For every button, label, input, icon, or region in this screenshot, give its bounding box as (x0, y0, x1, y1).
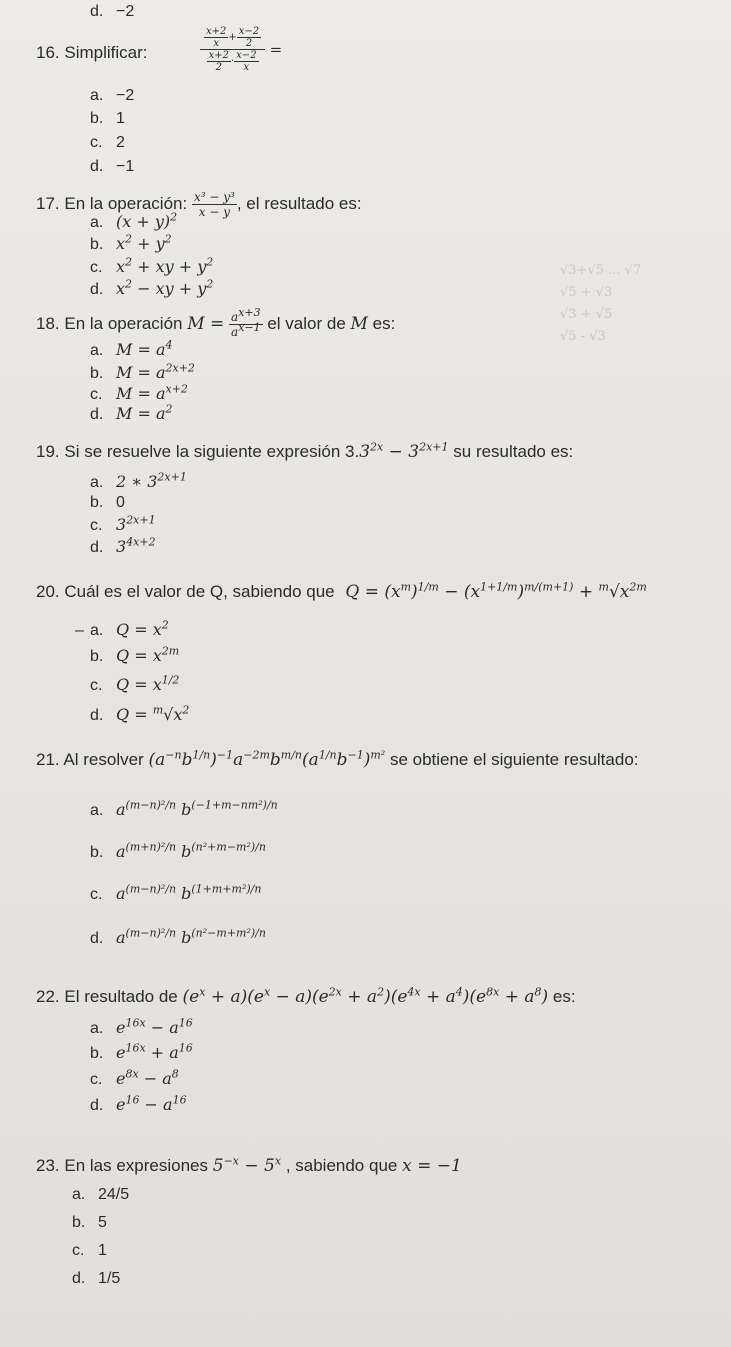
q20-expression: $Q = (x^m)^{1/m} - (x^{1+1/m})^{m/(m+1)} + ^m√x^{2m}$ (345, 580, 647, 602)
q17-title: 17. En la operación: $\frac{\text{x³ − y³}}{x - y}$ , el resultado es: (36, 190, 362, 219)
q16-title: 16. Simplificar: (36, 43, 148, 62)
q17-option-d[interactable]: d. $x^2$ − xy + $y^2$ (90, 277, 214, 298)
q20-option-a[interactable]: – a. $Q = x^2$ (75, 618, 169, 639)
q23-option-d[interactable]: d. 1/5 (72, 1270, 121, 1287)
q23-option-a[interactable]: a. 24/5 (72, 1186, 130, 1203)
q19-option-b[interactable]: b. 0 (90, 494, 125, 511)
q17-option-c[interactable]: c. $x^2$ + xy + $y^2$ (90, 255, 214, 276)
q20-option-b[interactable]: b. $Q = x^{2m}$ (90, 644, 180, 665)
q20-option-c[interactable]: c. $Q = x^{1/2}$ (90, 673, 180, 694)
q16-expression: $\frac{x+2}{x}$ + $\frac{x-2}{2}$ $\frac{x+2}{2}$ · $\frac{x-2}{x}$ = (200, 26, 282, 73)
q23-condition: x = −1 (402, 1156, 462, 1176)
q19-option-a[interactable]: a. 2 ∗ $3^{2x+1}$ (90, 470, 187, 491)
q22-title: 22. El resultado de $(e^x + a)(e^x - a)(e^{2x} + a^2)(e^{4x} + a^4)(e^{8x} + a^8)$ es: (36, 985, 576, 1007)
bleed-through-marks: √3+√5 ... √7 √5 + √3 √3 + √5 √5 - √3 (560, 263, 642, 344)
q22-option-b[interactable]: b. $e^{16x} + a^{16}$ (90, 1041, 193, 1062)
q23-option-b[interactable]: b. 5 (72, 1214, 107, 1231)
q15-option-d[interactable]: d. −2 (90, 3, 135, 20)
q19-option-d[interactable]: d. $3^{4x+2}$ (90, 535, 156, 556)
q19-title: 19. Si se resuelve la siguiente expresión $3.3^{2x} - 3^{2x+1}$ su resultado es: (36, 440, 574, 462)
q17-option-a[interactable]: a. $(x + y)^2$ (90, 210, 178, 231)
q23-title: 23. En las expresiones $5^{-x} - 5^x$ , sabiendo que x = −1 (36, 1154, 462, 1176)
q23-option-c[interactable]: c. 1 (72, 1242, 107, 1259)
q21-title: 21. Al resolver $(a^{-n}b^{1/n})^{-1}a^{-2m}b^{m/n}(a^{1/n}b^{-1})^{m^2}$ se obtiene el siguiente resultado: (36, 748, 639, 770)
q21-expression: $(a^{-n}b^{1/n})^{-1}a^{-2m}b^{m/n}(a^{1/n}b^{-1})^{m^2}$ (148, 748, 386, 770)
q21-option-a[interactable]: a. $a^{(m-n)^2/n}$ $b^{(-1+m-nm^2)/n}$ (90, 798, 278, 819)
q22-option-d[interactable]: d. $e^{16} - a^{16}$ (90, 1093, 187, 1114)
q19-option-c[interactable]: c. $3^{2x+1}$ (90, 513, 156, 534)
q18-expression: $\frac{a^{x+3}}{a^{x-1}}$ (231, 306, 261, 339)
q16-option-a[interactable]: a. −2 (90, 87, 135, 104)
q18-option-a[interactable]: a. $M = a^4$ (90, 338, 173, 359)
q16-option-d[interactable]: d. −1 (90, 158, 135, 175)
q22-option-c[interactable]: c. $e^{8x} - a^8$ (90, 1067, 179, 1088)
q23-expression: $5^{-x} - 5^x$ (212, 1154, 282, 1176)
q22-expression: $(e^x + a)(e^x - a)(e^{2x} + a^2)(e^{4x} + a^4)(e^{8x} + a^8)$ (182, 985, 549, 1007)
q18-option-b[interactable]: b. $M = a^{2x+2}$ (90, 361, 195, 382)
q22-option-a[interactable]: a. $e^{16x} - a^{16}$ (90, 1016, 193, 1037)
q21-option-b[interactable]: b. $a^{(m+n)^2/n}$ $b^{(n^2+m-m^2)/n}$ (90, 840, 266, 861)
q16-option-b[interactable]: b. 1 (90, 110, 125, 127)
q21-option-d[interactable]: d. $a^{(m-n)^2/n}$ $b^{(n^2-m+m^2)/n}$ (90, 926, 266, 947)
q18-title: 18. En la operación M = $\frac{a^{x+3}}{a^{x-1}}$ el valor de M es: (36, 306, 396, 339)
q17-expression: $\frac{\text{x³ − y³}}{x - y}$ (193, 190, 235, 219)
q20-title: 20. Cuál es el valor de Q, sabiendo que $Q = (x^m)^{1/m} - (x^{1+1/m})^{m/(m+1)} + ^m√x^{2m}$ (36, 580, 647, 602)
q19-expression: $3^{2x} - 3^{2x+1}$ (359, 440, 449, 462)
q20-option-d[interactable]: d. $Q = ^m√x^2$ (90, 703, 190, 724)
q18-option-d[interactable]: d. $M = a^2$ (90, 402, 173, 423)
q21-option-c[interactable]: c. $a^{(m-n)^2/n}$ $b^{(1+m+m^2)/n}$ (90, 882, 262, 903)
q17-option-b[interactable]: b. $x^2 + y^2$ (90, 232, 172, 253)
q18-option-c[interactable]: c. $M = a^{x+2}$ (90, 382, 188, 403)
q16-option-c[interactable]: c. 2 (90, 134, 125, 151)
